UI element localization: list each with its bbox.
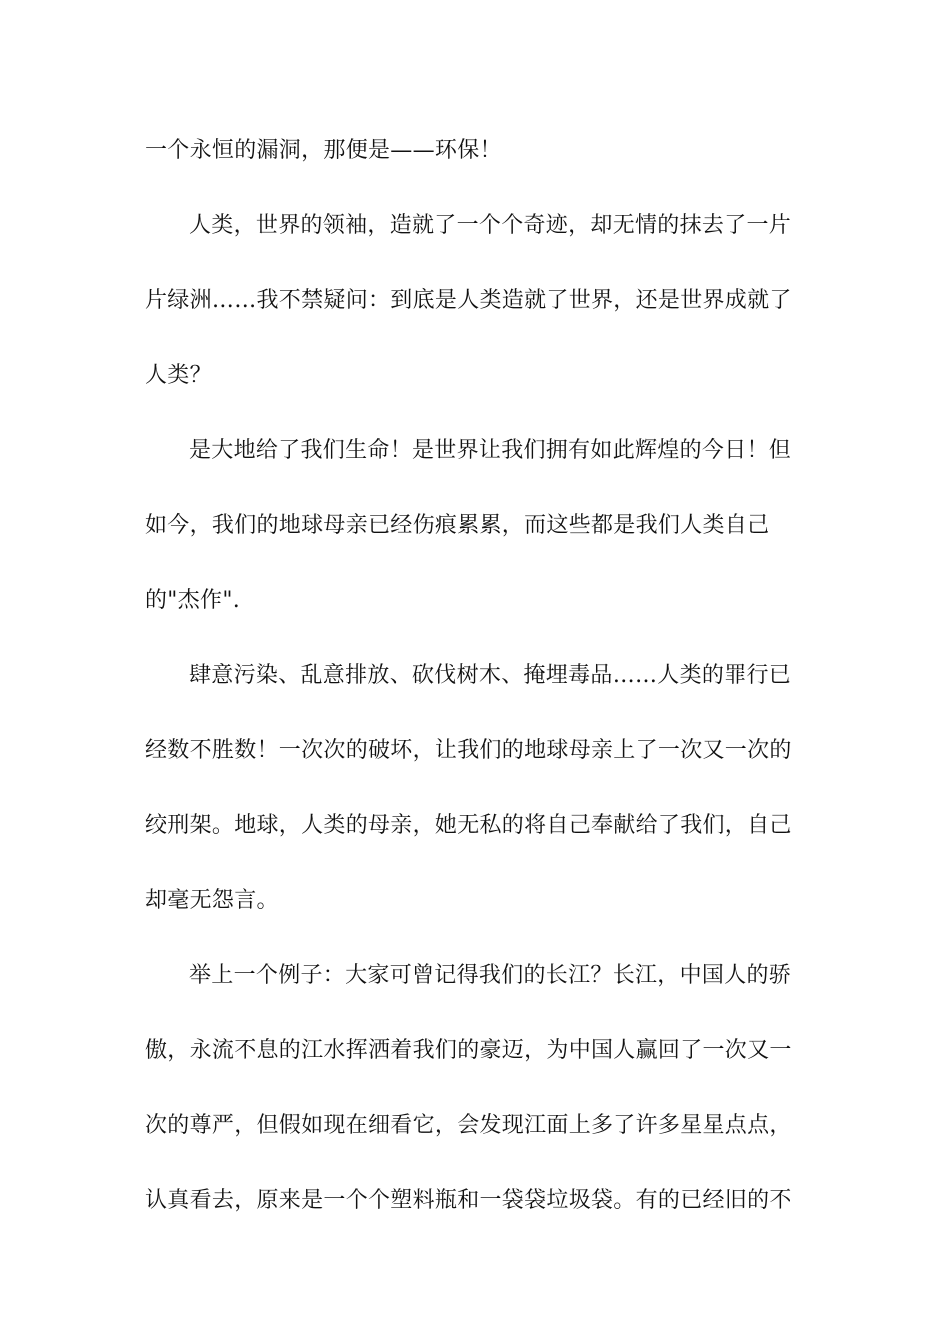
- text-line: 认真看去，原来是一个个塑料瓶和一袋袋垃圾袋。有的已经旧的不: [145, 1188, 792, 1213]
- text-line: 却毫无怨言。: [145, 888, 279, 913]
- text-line: 人类？: [145, 363, 212, 388]
- paragraph-start-line: 肆意污染、乱意排放、砍伐树木、掩埋毒品……人类的罪行已: [189, 663, 792, 688]
- paragraph-start-line: 举上一个例子：大家可曾记得我们的长江？长江，中国人的骄: [189, 963, 792, 988]
- body-text: [145, 126, 807, 1251]
- text-line: 次的尊严，但假如现在细看它，会发现江面上多了许多星星点点，: [145, 1113, 792, 1138]
- text-line: 经数不胜数！一次次的破坏，让我们的地球母亲上了一次又一次的: [145, 738, 792, 763]
- text-line: 如今，我们的地球母亲已经伤痕累累，而这些都是我们人类自己: [145, 513, 770, 538]
- paragraph-start-line: 人类，世界的领袖，造就了一个个奇迹，却无情的抹去了一片: [189, 213, 792, 238]
- paragraph-start-line: 是大地给了我们生命！是世界让我们拥有如此辉煌的今日！但: [189, 438, 792, 463]
- text-line: 傲，永流不息的江水挥洒着我们的豪迈，为中国人赢回了一次又一: [145, 1038, 792, 1063]
- text-line: 绞刑架。地球，人类的母亲，她无私的将自己奉献给了我们，自己: [145, 813, 792, 838]
- text-line: 一个永恒的漏洞，那便是——环保！: [145, 138, 502, 163]
- text-line: 片绿洲……我不禁疑问：到底是人类造就了世界，还是世界成就了: [145, 288, 792, 313]
- text-line: 的"杰作".: [145, 588, 241, 613]
